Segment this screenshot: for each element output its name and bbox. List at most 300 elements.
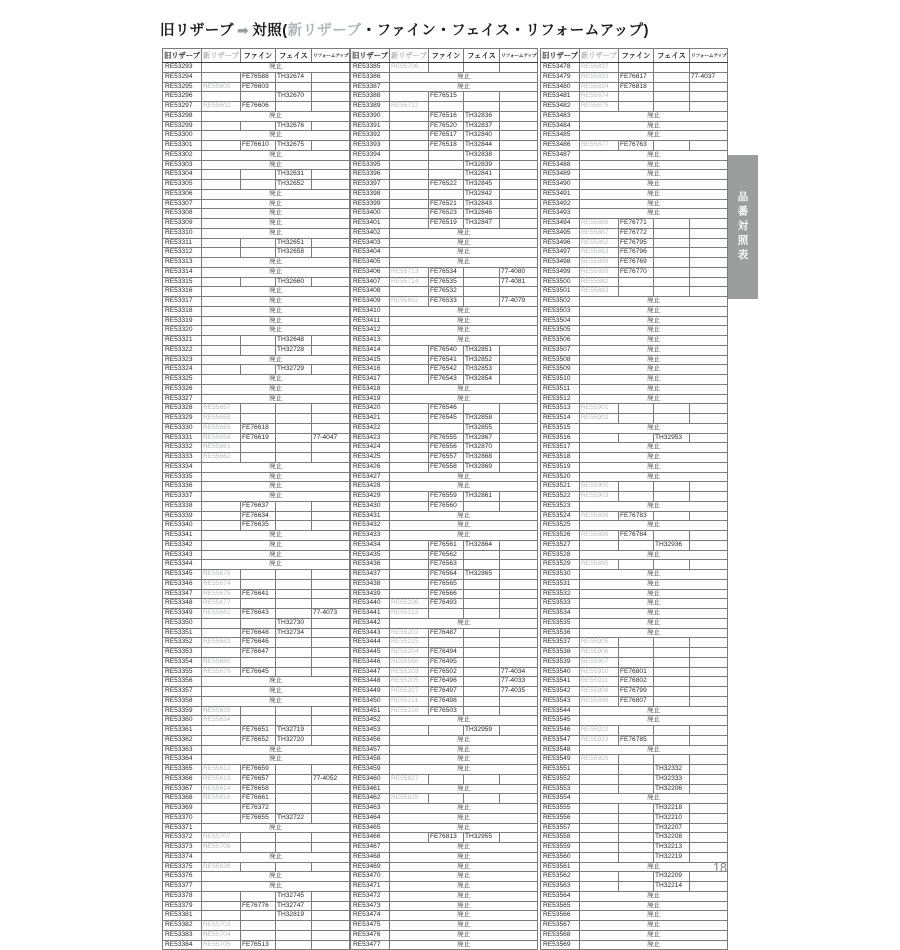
new-code-cell: RE55827	[389, 774, 428, 784]
fine-code-cell: FE76555	[428, 433, 463, 443]
table-row	[163, 384, 350, 394]
discontinued-cell: 廃止	[579, 384, 727, 394]
discontinued-cell: 廃止	[579, 628, 727, 638]
discontinued-cell: 廃止	[579, 160, 727, 170]
new-code-cell: RE55895	[579, 560, 618, 570]
discontinued-cell: 廃止	[389, 521, 537, 531]
table-row	[541, 102, 728, 112]
discontinued-cell: 廃止	[579, 316, 727, 326]
discontinued-cell: 廃止	[389, 891, 537, 901]
table-row	[163, 628, 350, 638]
discontinued-cell: 廃止	[579, 716, 727, 726]
face-code-cell	[463, 609, 499, 619]
reform-code-cell	[499, 404, 537, 414]
fine-code-cell	[618, 843, 653, 853]
old-code-cell: RE53334	[163, 462, 202, 472]
old-code-cell: RE53351	[163, 628, 202, 638]
table-row	[351, 297, 538, 307]
old-code-cell: RE53510	[541, 375, 580, 385]
discontinued-cell: 廃止	[579, 121, 727, 131]
new-code-cell: RE55216	[389, 706, 428, 716]
fine-code-cell	[428, 638, 463, 648]
fine-code-cell: FE76523	[428, 209, 463, 219]
fine-code-cell: FE76521	[428, 199, 463, 209]
table-row	[541, 209, 728, 219]
discontinued-cell: 廃止	[201, 267, 349, 277]
reform-code-cell	[689, 735, 727, 745]
old-code-cell: RE53411	[351, 316, 390, 326]
reform-code-cell	[311, 706, 349, 716]
fine-code-cell: FE76647	[240, 648, 275, 658]
table-row	[163, 745, 350, 755]
table-row	[163, 160, 350, 170]
discontinued-cell: 廃止	[201, 384, 349, 394]
old-code-cell: RE53541	[541, 677, 580, 687]
old-code-cell: RE53337	[163, 492, 202, 502]
face-code-cell: TH32845	[463, 180, 499, 190]
table-row	[541, 560, 728, 570]
table-row	[163, 609, 350, 619]
fine-code-cell	[618, 482, 653, 492]
table-row	[163, 696, 350, 706]
reform-code-cell	[499, 365, 537, 375]
table-row	[163, 862, 350, 872]
discontinued-cell: 廃止	[389, 755, 537, 765]
old-code-cell: RE53359	[163, 706, 202, 716]
reform-code-cell	[499, 423, 537, 433]
fine-code-cell	[618, 404, 653, 414]
reform-code-cell: 77-4052	[311, 774, 349, 784]
old-code-cell: RE53521	[541, 482, 580, 492]
reform-code-cell	[689, 219, 727, 229]
table-row	[351, 472, 538, 482]
discontinued-cell: 廃止	[201, 297, 349, 307]
old-code-cell: RE53398	[351, 189, 390, 199]
new-code-cell: RE55707	[201, 833, 240, 843]
reform-code-cell	[499, 492, 537, 502]
table-row	[541, 394, 728, 404]
table-row	[351, 716, 538, 726]
table-row	[351, 121, 538, 131]
table-row	[163, 492, 350, 502]
old-code-cell: RE53319	[163, 316, 202, 326]
reform-code-cell	[499, 355, 537, 365]
table-row	[541, 618, 728, 628]
fine-code-cell: FE76566	[428, 589, 463, 599]
face-code-cell	[275, 657, 311, 667]
table-row	[163, 180, 350, 190]
face-code-cell	[275, 433, 311, 443]
fine-code-cell	[240, 170, 275, 180]
reform-code-cell	[499, 628, 537, 638]
reform-code-cell	[499, 131, 537, 141]
table-row	[351, 82, 538, 92]
new-code-cell: RE55679	[201, 667, 240, 677]
fine-code-cell: FE76502	[428, 667, 463, 677]
table-row	[163, 63, 350, 73]
old-code-cell: RE53348	[163, 599, 202, 609]
table-row	[541, 433, 728, 443]
face-code-cell: TH32207	[653, 823, 689, 833]
reform-code-cell	[311, 570, 349, 580]
table-row	[351, 550, 538, 560]
table-row	[163, 648, 350, 658]
face-code-cell: TH32651	[275, 238, 311, 248]
face-code-cell	[653, 92, 689, 102]
new-code-cell: RE55207	[389, 687, 428, 697]
table-row	[351, 609, 538, 619]
old-code-cell: RE53529	[541, 560, 580, 570]
reform-code-cell	[689, 63, 727, 73]
reform-code-cell	[311, 404, 349, 414]
old-code-cell: RE53468	[351, 852, 390, 862]
fine-code-cell: FE76533	[428, 297, 463, 307]
old-code-cell: RE53501	[541, 287, 580, 297]
face-code-cell: TH32819	[275, 911, 311, 921]
old-code-cell: RE53394	[351, 150, 390, 160]
reform-code-cell	[311, 833, 349, 843]
old-code-cell: RE53470	[351, 872, 390, 882]
old-code-cell: RE53374	[163, 852, 202, 862]
old-code-cell: RE53379	[163, 901, 202, 911]
face-code-cell	[275, 102, 311, 112]
face-code-cell	[275, 501, 311, 511]
table-row	[541, 726, 728, 736]
table-row	[351, 677, 538, 687]
table-row	[351, 706, 538, 716]
old-code-cell: RE53496	[541, 238, 580, 248]
table-row	[163, 170, 350, 180]
old-code-cell: RE53418	[351, 384, 390, 394]
table-row	[163, 784, 350, 794]
face-code-cell	[653, 511, 689, 521]
reform-code-cell	[689, 726, 727, 736]
old-code-cell: RE53329	[163, 414, 202, 424]
new-code-cell: RE55922	[579, 726, 618, 736]
new-code-cell: RE55923	[579, 735, 618, 745]
fine-code-cell: FE76559	[428, 492, 463, 502]
fine-code-cell	[618, 560, 653, 570]
fine-code-cell: FE76634	[240, 511, 275, 521]
old-code-cell: RE53567	[541, 921, 580, 931]
face-code-cell: TH32209	[653, 872, 689, 882]
old-code-cell: RE53310	[163, 228, 202, 238]
old-code-cell: RE53430	[351, 501, 390, 511]
face-code-cell	[653, 63, 689, 73]
new-code-cell: RE55712	[389, 102, 428, 112]
table-row	[541, 316, 728, 326]
reform-code-cell	[689, 414, 727, 424]
discontinued-cell: 廃止	[389, 238, 537, 248]
table-row	[351, 755, 538, 765]
fine-code-cell: FE76513	[240, 940, 275, 950]
old-code-cell: RE53492	[541, 199, 580, 209]
new-code-cell: RE55602	[201, 102, 240, 112]
old-code-cell: RE53388	[351, 92, 390, 102]
table-row	[351, 375, 538, 385]
face-code-cell	[463, 657, 499, 667]
reform-code-cell	[311, 443, 349, 453]
table-row	[541, 365, 728, 375]
reform-code-cell	[689, 228, 727, 238]
table-row	[351, 618, 538, 628]
reform-code-cell	[311, 862, 349, 872]
table-row	[541, 696, 728, 706]
reform-code-cell	[499, 63, 537, 73]
old-code-cell: RE53399	[351, 199, 390, 209]
face-code-cell: TH32842	[463, 189, 499, 199]
old-code-cell: RE53434	[351, 540, 390, 550]
table-row	[351, 628, 538, 638]
new-code-cell: RE55616	[201, 794, 240, 804]
discontinued-cell: 廃止	[579, 423, 727, 433]
old-code-cell: RE53514	[541, 414, 580, 424]
table-row	[541, 141, 728, 151]
fine-code-cell	[618, 92, 653, 102]
old-code-cell: RE53296	[163, 92, 202, 102]
face-code-cell	[463, 404, 499, 414]
face-code-cell: TH32729	[275, 365, 311, 375]
discontinued-cell: 廃止	[389, 823, 537, 833]
face-code-cell: TH32847	[463, 219, 499, 229]
fine-code-cell	[240, 414, 275, 424]
fine-code-cell: FE76519	[428, 219, 463, 229]
discontinued-cell: 廃止	[201, 745, 349, 755]
column-header-reform: リフォームアップ	[689, 49, 727, 63]
face-code-cell: TH32852	[463, 355, 499, 365]
new-code-cell	[389, 443, 428, 453]
face-code-cell: TH32841	[463, 170, 499, 180]
old-code-cell: RE53518	[541, 453, 580, 463]
reform-code-cell: 77-4047	[311, 433, 349, 443]
new-code-cell: RE55828	[389, 794, 428, 804]
discontinued-cell: 廃止	[389, 228, 537, 238]
table-row	[351, 735, 538, 745]
reform-code-cell: 77-4034	[499, 667, 537, 677]
old-code-cell: RE53400	[351, 209, 390, 219]
table-row	[351, 833, 538, 843]
face-code-cell: TH32332	[653, 765, 689, 775]
new-code-cell: RE55706	[389, 63, 428, 73]
discontinued-cell: 廃止	[579, 180, 727, 190]
old-code-cell: RE53547	[541, 735, 580, 745]
fine-code-cell	[240, 453, 275, 463]
table-row	[163, 540, 350, 550]
table-row	[163, 687, 350, 697]
table-row	[163, 599, 350, 609]
reform-code-cell	[499, 453, 537, 463]
table-row	[351, 365, 538, 375]
table-row	[163, 872, 350, 882]
fine-code-cell: FE76817	[618, 72, 653, 82]
table-row	[541, 882, 728, 892]
table-row	[541, 258, 728, 268]
fine-code-cell: FE76372	[240, 804, 275, 814]
old-code-cell: RE53461	[351, 784, 390, 794]
discontinued-cell: 廃止	[389, 82, 537, 92]
old-code-cell: RE53450	[351, 696, 390, 706]
discontinued-cell: 廃止	[579, 706, 727, 716]
new-code-cell: RE55714	[389, 277, 428, 287]
old-code-cell: RE53460	[351, 774, 390, 784]
face-code-cell	[275, 589, 311, 599]
new-code-cell: RE55683	[201, 638, 240, 648]
discontinued-cell: 廃止	[579, 326, 727, 336]
face-code-cell: TH32936	[653, 540, 689, 550]
fine-code-cell: FE76496	[428, 677, 463, 687]
table-row	[163, 453, 350, 463]
reform-code-cell	[311, 365, 349, 375]
old-code-cell: RE53313	[163, 258, 202, 268]
table-row	[163, 150, 350, 160]
fine-code-cell: FE76561	[428, 540, 463, 550]
reform-code-cell	[499, 141, 537, 151]
new-code-cell	[389, 833, 428, 843]
new-code-cell	[201, 501, 240, 511]
new-code-cell: RE55874	[579, 92, 618, 102]
table-row	[163, 501, 350, 511]
fine-code-cell	[428, 774, 463, 784]
face-code-cell	[653, 667, 689, 677]
old-code-cell: RE53551	[541, 765, 580, 775]
new-code-cell: RE55708	[201, 843, 240, 853]
fine-code-cell: FE76520	[428, 121, 463, 131]
face-code-cell	[275, 794, 311, 804]
face-code-cell	[275, 638, 311, 648]
old-code-cell: RE53536	[541, 628, 580, 638]
reform-code-cell	[689, 755, 727, 765]
fine-code-cell	[240, 277, 275, 287]
face-code-cell	[275, 862, 311, 872]
reform-code-cell	[689, 102, 727, 112]
new-code-cell	[201, 121, 240, 131]
table-row	[351, 579, 538, 589]
table-row	[351, 63, 538, 73]
table-row	[351, 726, 538, 736]
table-row	[163, 141, 350, 151]
old-code-cell: RE53369	[163, 804, 202, 814]
discontinued-cell: 廃止	[389, 882, 537, 892]
fine-code-cell: FE76802	[618, 677, 653, 687]
page-title	[160, 19, 649, 40]
reform-code-cell	[499, 111, 537, 121]
old-code-cell: RE53451	[351, 706, 390, 716]
reform-code-cell	[689, 667, 727, 677]
old-code-cell: RE53315	[163, 277, 202, 287]
fine-code-cell	[618, 648, 653, 658]
fine-code-cell	[240, 570, 275, 580]
discontinued-cell: 廃止	[389, 472, 537, 482]
fine-code-cell: FE76783	[618, 511, 653, 521]
discontinued-cell: 廃止	[579, 209, 727, 219]
fine-code-cell: FE76785	[618, 735, 653, 745]
discontinued-cell: 廃止	[201, 531, 349, 541]
old-code-cell: RE53323	[163, 355, 202, 365]
face-code-cell	[463, 687, 499, 697]
face-code-cell: TH32836	[463, 111, 499, 121]
face-code-cell: TH32837	[463, 121, 499, 131]
old-code-cell: RE53473	[351, 901, 390, 911]
old-code-cell: RE53308	[163, 209, 202, 219]
face-code-cell	[275, 716, 311, 726]
table-row	[351, 277, 538, 287]
table-row	[351, 345, 538, 355]
table-row	[163, 336, 350, 346]
fine-code-cell	[618, 765, 653, 775]
column-header-old: 旧リザーブ	[541, 49, 580, 63]
table-row	[351, 813, 538, 823]
table-row	[541, 921, 728, 931]
table-row	[163, 394, 350, 404]
reform-code-cell	[689, 433, 727, 443]
old-code-cell: RE53443	[351, 628, 390, 638]
old-code-cell: RE53432	[351, 521, 390, 531]
discontinued-cell: 廃止	[201, 326, 349, 336]
table-row	[163, 248, 350, 258]
table-row	[351, 852, 538, 862]
table-row	[541, 531, 728, 541]
table-row	[351, 589, 538, 599]
face-code-cell: TH32844	[463, 141, 499, 151]
face-code-cell: TH32861	[463, 492, 499, 502]
table-row	[541, 92, 728, 102]
reform-code-cell	[499, 648, 537, 658]
old-code-cell: RE53360	[163, 716, 202, 726]
new-code-cell	[579, 872, 618, 882]
discontinued-cell: 廃止	[201, 199, 349, 209]
face-code-cell	[653, 287, 689, 297]
table-row	[541, 687, 728, 697]
table-row	[351, 131, 538, 141]
table-row	[351, 453, 538, 463]
old-code-cell: RE53316	[163, 287, 202, 297]
face-code-cell: TH32865	[463, 570, 499, 580]
discontinued-cell: 廃止	[201, 228, 349, 238]
discontinued-cell: 廃止	[201, 687, 349, 697]
old-code-cell: RE53328	[163, 404, 202, 414]
fine-code-cell: FE76603	[240, 82, 275, 92]
old-code-cell: RE53356	[163, 677, 202, 687]
discontinued-cell: 廃止	[389, 852, 537, 862]
reform-code-cell	[499, 696, 537, 706]
table-row	[351, 267, 538, 277]
reform-code-cell	[689, 404, 727, 414]
old-code-cell: RE53407	[351, 277, 390, 287]
face-code-cell	[463, 501, 499, 511]
new-code-cell	[389, 180, 428, 190]
fine-code-cell	[240, 930, 275, 940]
reform-code-cell	[499, 706, 537, 716]
new-code-cell	[389, 423, 428, 433]
old-code-cell: RE53346	[163, 579, 202, 589]
old-code-cell: RE53544	[541, 706, 580, 716]
table-row	[351, 238, 538, 248]
fine-code-cell: FE76540	[428, 345, 463, 355]
old-code-cell: RE53479	[541, 72, 580, 82]
face-code-cell	[653, 638, 689, 648]
reform-code-cell	[499, 560, 537, 570]
new-code-cell	[201, 804, 240, 814]
table-row	[163, 297, 350, 307]
old-code-cell: RE53507	[541, 345, 580, 355]
table-row	[541, 765, 728, 775]
table-row	[163, 267, 350, 277]
table-row	[163, 618, 350, 628]
old-code-cell: RE53408	[351, 287, 390, 297]
title-new-label: 新リザーブ	[287, 23, 362, 39]
old-code-cell: RE53511	[541, 384, 580, 394]
face-code-cell	[275, 414, 311, 424]
